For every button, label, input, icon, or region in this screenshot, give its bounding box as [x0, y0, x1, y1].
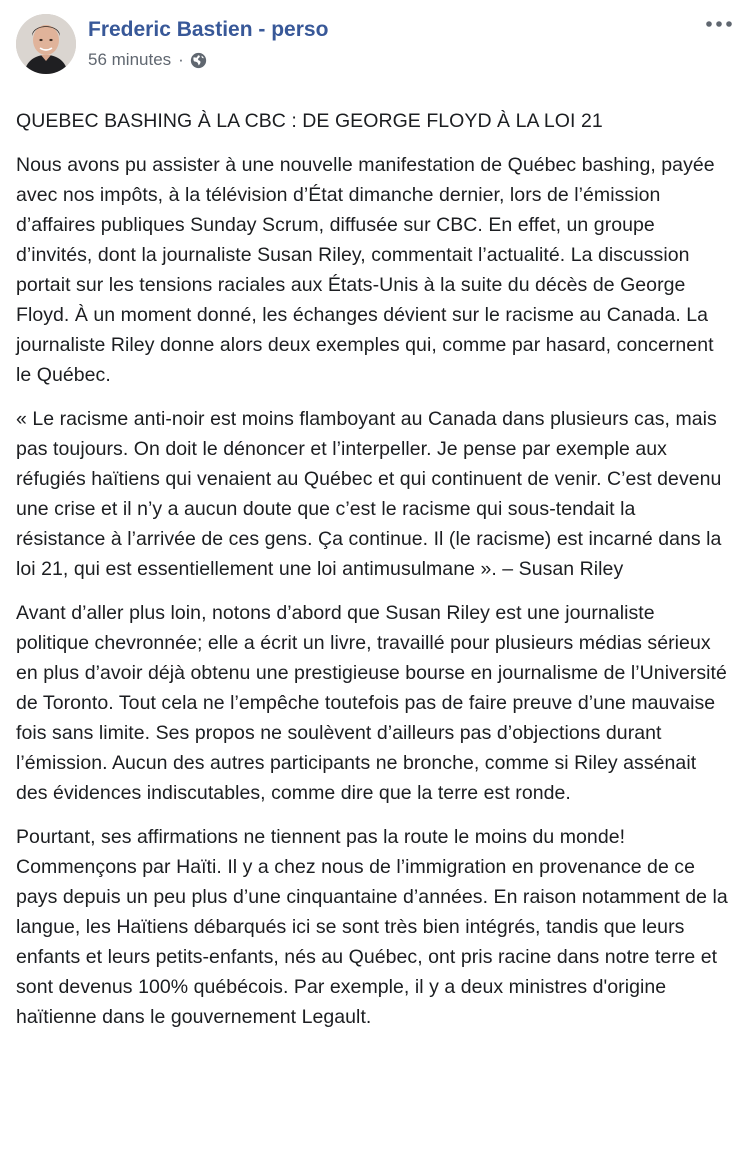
post-body: [16, 106, 728, 1032]
more-options-button[interactable]: [704, 14, 734, 34]
globe-icon[interactable]: [190, 52, 207, 69]
post-header: [16, 14, 728, 80]
bottom-fade: [0, 1128, 744, 1150]
post-title: QUEBEC BASHING À LA CBC : DE GEORGE FLOYD À LA LOI 21: [16, 110, 603, 132]
avatar-image: [16, 14, 76, 74]
post-paragraph: Nous avons pu assister à une nouvelle manifestation de Québec bashing, payée avec nos impôts, à la télévision d’État dimanche dernier, lors de l’émission d’affaires publiques Sunday Scrum, diffusée sur CBC. En effet, un groupe d’invités, dont la journaliste Susan Riley, commentait l’actualité. La discussion portait sur les tensions raciales aux États-Unis à la suite du décès de George Floyd. À un moment donné, les échanges dévient sur le racisme au Canada. La journaliste Riley donne alors deux exemples qui, comme par hasard, concernent le Québec.: [16, 154, 715, 386]
author-name-link[interactable]: Frederic Bastien - perso: [88, 18, 329, 41]
post-paragraph-quote: « Le racisme anti-noir est moins flamboyant au Canada dans plusieurs cas, mais pas toujours. On doit le dénoncer et l’interpeller. Je pense par exemple aux réfugiés haïtiens qui venaient au Québec et qui continuent de venir. C’est devenu une crise et il n’y a aucun doute que c’est le racisme qui sous-tendait la résistance à l’arrivée de ces gens. Ça continue. Il (le racisme) est incarné dans la loi 21, qui est essentiellement une loi antimusulmane ». – Susan Riley: [16, 408, 722, 580]
avatar[interactable]: [16, 14, 76, 74]
post-subline: [88, 48, 328, 72]
meta-separator: ·: [178, 50, 184, 69]
more-options-icon: [705, 20, 733, 28]
post-meta: [88, 14, 328, 72]
post-paragraph: Avant d’aller plus loin, notons d’abord que Susan Riley est une journaliste politique chevronnée; elle a écrit un livre, travaillé pour plusieurs médias sérieux en plus d’avoir déjà obtenu une prestigieuse bourse en journalisme de l’Université de Toronto. Tout cela ne l’empêche toutefois pas de faire preuve d’une mauvaise fois sans limite. Ses propos ne soulèvent d’ailleurs pas d’objections durant l’émission. Aucun des autres participants ne bronche, comme si Riley assénait des évidences indiscutables, comme dire que la terre est ronde.: [16, 602, 727, 804]
post-paragraph: Pourtant, ses affirmations ne tiennent pas la route le moins du monde! Commençons par Haïti. Il y a chez nous de l’immigration en provenance de ce pays depuis un peu plus d’une cinquantaine d’années. En raison notamment de la langue, les Haïtiens débarqués ici se sont très bien intégrés, tandis que leurs enfants et leurs petits-enfants, nés au Québec, ont pris racine dans notre terre et sont devenus 100% québécois. Par exemple, il y a deux ministres d'origine haïtienne dans le gouvernement Legault.: [16, 826, 728, 1028]
post-timestamp-link[interactable]: 56 minutes: [88, 50, 172, 69]
